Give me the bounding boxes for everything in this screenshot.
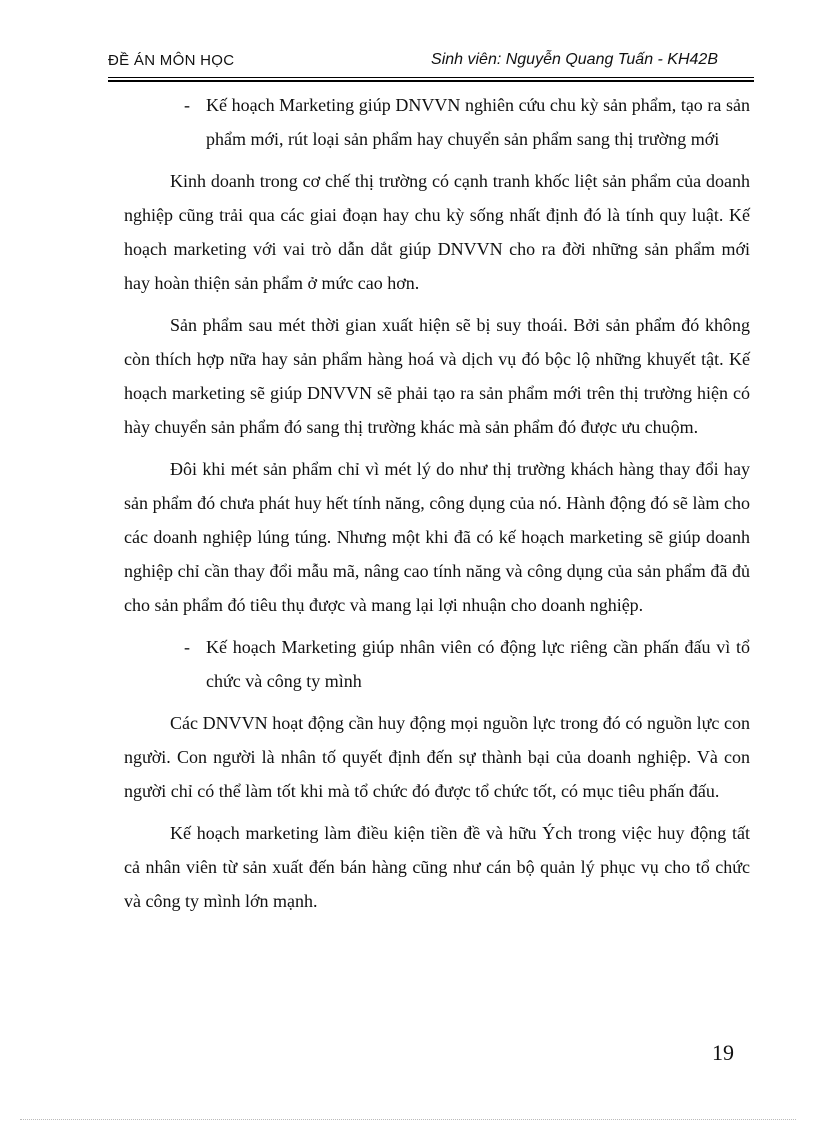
- paragraph: Kinh doanh trong cơ chế thị trường có cạnh tranh khốc liệt sản phẩm của doanh nghiệp cũng trải qua các giai đoạn hay chu kỳ sống nhất định đó là tính quy luật. Kế hoạch marketing với vai trò dẫn dắt giúp DNVVN cho ra đời những sản phẩm mới hay hoàn thiện sản phẩm ở mức cao hơn.: [124, 171, 750, 293]
- document-body: [124, 88, 750, 926]
- bullet-item: [124, 630, 750, 698]
- bullet-marker: -: [184, 637, 190, 657]
- paragraph: Sản phẩm sau mét thời gian xuất hiện sẽ bị suy thoái. Bởi sản phẩm đó không còn thích hợp nữa hay sản phẩm hàng hoá và dịch vụ đó bộc lộ những khuyết tật. Kế hoạch marketing sẽ giúp DNVVN sẽ phải tạo ra sản phẩm mới trên thị trường hiện có hày chuyển sản phẩm đó sang thị trường khác mà sản phẩm đó được ưu chuộm.: [124, 315, 750, 437]
- page-bottom-border: [20, 1119, 796, 1120]
- bullet-text: Kế hoạch Marketing giúp nhân viên có động lực riêng cần phấn đấu vì tổ chức và công ty mình: [206, 637, 750, 691]
- page-number: 19: [712, 1040, 734, 1065]
- header-divider: [108, 77, 754, 78]
- paragraph: Đôi khi mét sản phẩm chỉ vì mét lý do như thị trường khách hàng thay đổi hay sản phẩm đó chưa phát huy hết tính năng, công dụng của nó. Hành động đó sẽ làm cho các doanh nghiệp lúng túng. Nhưng một khi đã có kế hoạch marketing sẽ giúp doanh nghiệp chỉ cần thay đổi mẫu mã, nâng cao tính năng và công dụng của sản phẩm đã đủ cho sản phẩm đó tiêu thụ được và mang lại lợi nhuận cho doanh nghiệp.: [124, 459, 750, 615]
- paragraph: Kế hoạch marketing làm điều kiện tiền đề và hữu Ých trong việc huy động tất cả nhân viên từ sản xuất đến bán hàng cũng như cán bộ quản lý phục vụ cho tổ chức và công ty mình lớn mạnh.: [124, 823, 750, 911]
- bullet-item: [124, 88, 750, 156]
- course-title: ĐỀ ÁN MÔN HỌC: [108, 52, 235, 69]
- paragraph: Các DNVVN hoạt động cần huy động mọi nguồn lực trong đó có nguồn lực con người. Con người là nhân tố quyết định đến sự thành bại của doanh nghiệp. Và con người chỉ có thể làm tốt khi mà tổ chức đó được tổ chức tốt, có mục tiêu phấn đấu.: [124, 713, 750, 801]
- bullet-marker: -: [184, 95, 190, 115]
- page-header: [108, 52, 718, 78]
- student-info: Sinh viên: Nguyễn Quang Tuấn - KH42B: [431, 51, 718, 68]
- bullet-text: Kế hoạch Marketing giúp DNVVN nghiên cứu chu kỳ sản phẩm, tạo ra sản phẩm mới, rút loại sản phẩm hay chuyển sản phẩm sang thị trường mới: [206, 95, 750, 149]
- header-divider-thick: [108, 80, 754, 82]
